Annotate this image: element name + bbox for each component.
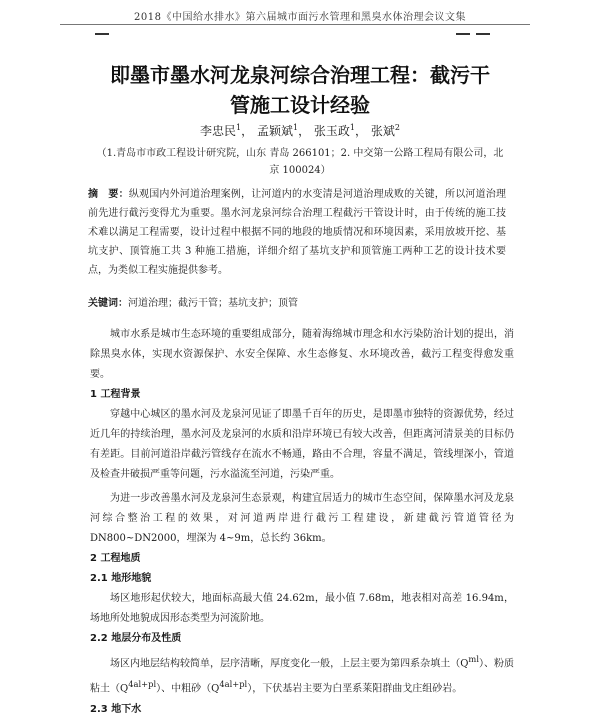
author-affil-mark: 2	[394, 123, 400, 132]
author-name: 孟颖斌	[256, 124, 293, 138]
abstract	[88, 185, 506, 280]
header-rule	[60, 24, 530, 25]
abstract-label: 摘 要：	[88, 189, 129, 200]
affiliation-line-2: 京 100024）	[269, 165, 331, 176]
abstract-text: 纵观国内外河道治理案例，让河道内的水变清是河道治理成败的关键，所以河道治理前先进行截污变得尤为重要。墨水河龙泉河综合治理工程截污干管设计时，由于传统的施工技术难以满足工程需要，设计过程中根据不同的地段的地质情况和环境因素，采用放坡开挖、基坑支护、顶管施工共 3 种施工措施，详细介绍了基坑支护和顶管施工两种工艺的设计技术要点，为类似工程实施提供参考。	[88, 189, 507, 276]
section-1-paragraph-2: 为进一步改善墨水河及龙泉河生态景观，构建宜居适力的城市生态空间，保障墨水河及龙泉河综合整治工程的效果，对河道两岸进行截污工程建设，新建截污管道管径为 DN800~DN2000，埋深为 4~9m，总长约 36km。	[90, 493, 514, 544]
article-body	[90, 325, 514, 720]
keywords-label: 关键词：	[88, 298, 128, 309]
header-dash-left	[95, 33, 109, 35]
section-2-2-heading: 2.2 地层分布及性质	[90, 633, 182, 644]
header-dash-right-1	[456, 33, 470, 35]
section-2-2-paragraph	[90, 649, 514, 700]
keywords	[88, 296, 506, 312]
affiliations	[80, 145, 520, 179]
title-line-1: 即墨市墨水河龙泉河综合治理工程：截污干	[110, 63, 490, 87]
paragraph-fragment: ）、粉质粘土（Q	[90, 658, 515, 695]
author-list: 李忠民$^1$， 孟颖斌$^1$， 张玉政$^1$， 张斌$^2$	[200, 123, 400, 138]
author-name: 张斌	[370, 124, 395, 138]
keywords-text: 河道治理；截污干管；基坑支护；顶管	[128, 298, 298, 309]
author-affil-mark: 1	[349, 123, 356, 132]
paragraph-fragment: 场区内地层结构较简单，层序清晰，厚度变化一般，上层主要为第四系杂填土（Q	[110, 658, 469, 670]
header-dash-right-2	[476, 33, 490, 35]
author-name: 张玉政	[313, 124, 350, 138]
author-affil-mark: 1	[236, 123, 242, 132]
section-2-heading: 2 工程地质	[90, 553, 141, 564]
title-line-2: 管施工设计经验	[230, 93, 370, 117]
section-1-paragraph-1: 穿越中心城区的墨水河及龙泉河见证了即墨千百年的历史，是即墨市独特的资源优势，经过近几年的持续治理，墨水河及龙泉河的水质和沿岸环境已有较大改善，但距离河清景美的目标仍有差距。目前河道沿岸截污管线存在流水不畅通，路由不合理，容量不满足，管线埋深小，管道及检查井破损严重等问题，污水溢流至河道，污染严重。	[90, 409, 514, 480]
running-header: 2018《中国给水排水》第六届城市面污水管理和黑臭水体治理会议文集	[134, 12, 466, 23]
stratum-symbol: 4al+pl	[219, 679, 248, 690]
paragraph-fragment: ）、中粗砂（Q	[156, 683, 220, 695]
stratum-symbol: ml	[468, 654, 479, 664]
paragraph-fragment: ），下伏基岩主要为白垩系莱阳群曲戈庄组砂岩。	[247, 683, 463, 695]
section-2-3-heading: 2.3 地下水	[90, 703, 142, 715]
affiliation-line-1: （1.青岛市市政工程设计研究院，山东 青岛 266101；2. 中交第一公路工程局有限公司，北	[96, 148, 504, 159]
stratum-symbol: 4al+pl	[128, 679, 157, 690]
section-2-1-heading: 2.1 地形地貌	[90, 573, 152, 584]
section-1-heading: 1 工程背景	[90, 389, 141, 400]
author-name: 李忠民	[200, 124, 237, 138]
intro-paragraph: 城市水系是城市生态环境的重要组成部分，随着海绵城市理念和水污染防治计划的提出，消除黑臭水体，实现水资源保护、水安全保障、水生态修复、水环境改善，截污工程变得愈发重要。	[90, 329, 514, 380]
author-affil-mark: 1	[292, 123, 299, 132]
section-2-1-paragraph: 场区地形起伏较大，地面标高最大值 24.62m，最小值 7.68m，地表相对高差 16.94m，场地所处地貌成因形态类型为河流阶地。	[90, 593, 514, 624]
paper-title	[60, 60, 540, 120]
